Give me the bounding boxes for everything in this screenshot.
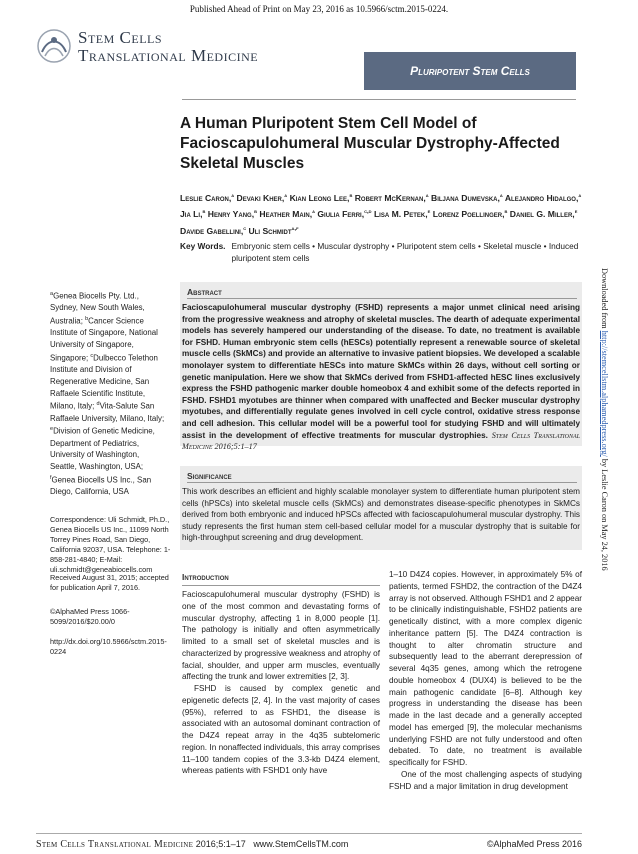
intro-paragraph: 1–10 D4Z4 copies. However, in approximately 5% of patients, termed FSHD2, the contraction of the D4Z4 array is not observed. Although FSHD1 and 2 appear to be clinically indistinguishable, FSHD2 patients are genetically distinct, with a more complex digenic inheritance pattern [5]. The D4Z4 contraction is thought to alter chromatin structure and subsequently lead to the aberrant derepression of several 4q35 genes, among which the retrogene double homeobox 4 (DUX4) is believed to be the main pathogenic candidate [6–8]. Although key progress in understanding the disease has been made in the last decade and a generally accepted model has emerged [9], the molecular mechanisms underlying FSHD are not fully understood and often debated. To date, no treatment is available specifically for FSHD. (389, 570, 582, 767)
affiliation-sup: b (85, 316, 89, 323)
introduction-column-1 (182, 589, 380, 777)
introduction-divider (182, 585, 380, 586)
author-name: Biljana Dumevska, (431, 192, 500, 203)
author-name: Heather Main, (259, 209, 313, 220)
author-affiliation-sup: e (574, 209, 578, 216)
significance-divider (187, 482, 577, 483)
author-affiliation-sup: a (231, 193, 235, 199)
intro-paragraph: Facioscapulohumeral muscular dystrophy (FSHD) is one of the most common and devastating forms of muscular dystrophy, affecting 1 in 8,000 people [1]. The pathology is initially and often asymmetrically limited to a small set of skeletal muscles and is characterized by progressive weakness and atrophy of facial, shoulder, and upper arm muscles, eventually affecting the trunk and lower extremities [2, 3]. (182, 590, 380, 682)
author-name: Lorenz Poellinger, (432, 209, 505, 220)
affiliation-text: Vita-Salute San Raffaele University, Milano, Italy; (50, 401, 165, 423)
download-notice-prefix: Downloaded from (600, 268, 609, 329)
correspondence: Correspondence: Uli Schmidt, Ph.D., Genea Biocells US Inc., 11099 North Torrey Pines Road, San Diego, California 92037, USA. Telephone: 1-858-281-4840; E-Mail: uli.schmidt@geneabiocells.com (50, 515, 171, 574)
significance-body: This work describes an efficient and highly scalable monolayer system to differentiate human pluripotent stem cells (hPSCs) into skeletal muscle cells (SkMCs) and demonstrates disease-specific phenotypes in SkMCs derived from both embryonic and induced hPSCs affected with facioscapulohumeral muscular dystrophy. This study represents the first human stem cell-based cellular model for a muscular dystrophy that is suitable for high-throughput screening and drug development. (182, 487, 580, 543)
section-banner (364, 52, 576, 90)
affiliation-text: Genea Biocells Pty. Ltd., Sydney, New South Wales, Australia; (50, 291, 145, 326)
journal-logo-icon (36, 28, 72, 64)
affiliation-text: Dulbecco Telethon Institute and Division of Regenerative Medicine, San Raffaele Scientific Institute, Milano, Italy; (50, 353, 158, 411)
author-name: Devaki Kher, (236, 192, 285, 203)
author-affiliation-sup: c,d (364, 209, 372, 216)
published-ahead-notice: Published Ahead of Print on May 23, 2016 as 10.5966/sctm.2015-0224. (189, 4, 449, 14)
article-title: A Human Pluripotent Stem Cell Model of Facioscapulohumeral Muscular Dystrophy-Affected Skeletal Muscles (180, 115, 560, 172)
affiliation-sup: a (50, 291, 54, 297)
footer-left (36, 839, 348, 850)
doi-link[interactable]: http://dx.doi.org/10.5966/sctm.2015-0224 (50, 637, 167, 656)
download-notice-link[interactable]: http://stemcellstm.alphamedpress.org/ (600, 330, 609, 457)
abstract-body (182, 302, 580, 453)
author-affiliation-sup: e (427, 209, 431, 216)
author-affiliation-sup: a (312, 209, 315, 216)
affiliation-text: Genea Biocells US Inc., San Diego, California, USA (50, 475, 152, 496)
author-affiliation-sup: a (284, 193, 288, 199)
author-affiliation-sup: a (578, 193, 582, 199)
affiliation-sup: e (50, 426, 54, 433)
journal-name-line1: Stem Cells (78, 28, 163, 47)
abstract-text: Facioscapulohumeral muscular dystrophy (FSHD) represents a major unmet clinical need arising from the progressive weakness and atrophy of skeletal muscles. The dearth of adequate experimental models has severely hampered our understanding of the disease. To date, no treatment is available for FSHD. Human embryonic stem cells (hESCs) potentially represent a renewable source of skeletal muscle cells (SkMCs) and provide an alternative to invasive patient biopsies. We developed a scalable monolayer system to differentiate hESCs into mature SkMCs within 26 days, without cell sorting or genetic manipulation. Here we show that SkMCs derived from FSHD1-affected hESC lines exclusively express the FSHD pathogenic marker double homeobox 4 and exhibit some of the defects reported in FSHD. FSHD1 myotubes are thinner when compared with unaffected and Becker muscular dystrophy myotubes, and differentially regulate genes involved in cell cycle control, oxidative stress response and cell adhesion. This cellular model will be a powerful tool for studying FSHD and will ultimately assist in the development of effective treatments for muscular dystrophies. (182, 303, 580, 440)
author-affiliation-sup: a (499, 193, 503, 199)
journal-logo (36, 24, 366, 74)
keywords-label: Key Words. (180, 241, 226, 251)
author-affiliation-sup: b (349, 193, 353, 199)
author-affiliation-sup: b (254, 209, 257, 216)
affiliation-text: Cancer Science Institute of Singapore, National University of Singapore, Singapore; (50, 316, 158, 363)
introduction-heading: Introduction (182, 572, 229, 582)
author-affiliation-sup: a (425, 193, 429, 199)
footer-citation: 2016;5:1–17 (195, 839, 246, 849)
abstract-citation: Stem Cells Translational Medicine 2016;5:1–17 (182, 430, 580, 452)
affiliation-sup: c (90, 352, 94, 359)
author-list (180, 189, 590, 238)
author-name: Robert McKernan, (354, 192, 426, 203)
keywords-text: Embryonic stem cells • Muscular dystrophy • Pluripotent stem cells • Skeletal muscle • Induced pluripotent stem cells (231, 241, 579, 263)
author-name: Henry Yang, (207, 209, 255, 220)
author-name: Lisa M. Petek, (373, 209, 428, 220)
author-affiliation-sup: c (243, 225, 247, 232)
download-notice (598, 268, 610, 571)
header-divider (182, 99, 576, 100)
author-name: Daniel G. Miller, (509, 209, 575, 220)
journal-name-line2: Translational Medicine (78, 46, 259, 65)
author-affiliation-sup: a,f (291, 225, 299, 232)
significance-heading: Significance (187, 471, 232, 481)
author-name: Alejandro Hidalgo, (504, 192, 579, 203)
author-name: Uli Schmidt (248, 225, 292, 236)
affiliation-text: Division of Genetic Medicine, Department of Pediatrics, University of Washington, Seattle, Washington, USA; (50, 426, 155, 471)
copyright-press: ©AlphaMed Press 1066-5099/2016/$20.00/0 (50, 607, 130, 626)
author-affiliation-sup: b (202, 209, 206, 216)
abstract-heading: Abstract (187, 287, 222, 297)
author-affiliation-sup: b (504, 209, 508, 216)
abstract-divider (187, 298, 577, 299)
footer-journal-name: Stem Cells Translational Medicine (36, 839, 194, 850)
footer-copyright: ©AlphaMed Press 2016 (486, 839, 582, 849)
author-name: Giulia Ferri, (317, 209, 365, 220)
section-label: Pluripotent Stem Cells (410, 64, 530, 78)
footer-website[interactable]: www.StemCellsTM.com (253, 839, 349, 849)
affiliation-sup: d (96, 401, 100, 408)
download-notice-suffix: by Leslie Caron on May 24, 2016 (600, 458, 609, 571)
intro-paragraph: FSHD is caused by complex genetic and epigenetic defects [2, 4]. In the vast majority of cases (95%), referred to as FSHD1, the disease is associated with an autosomal dominant contraction of the D4Z4 repeat array in the 4q35 subtelomeric region. In nonaffected individuals, this array comprises 11–100 tandem copies of the 3.3-kb D4Z4 element, whereas patients with FSHD1 only have (182, 684, 380, 776)
affiliation-sup: f (50, 474, 52, 481)
author-name: Leslie Caron, (180, 192, 232, 203)
received-dates: Received August 31, 2015; accepted for publication April 7, 2016. (50, 573, 169, 592)
author-name: Jia Li, (180, 209, 203, 220)
intro-paragraph: One of the most challenging aspects of studying FSHD and a major limitation in drug development (389, 769, 582, 791)
affiliations (50, 289, 168, 498)
footer-divider (36, 833, 582, 834)
introduction-column-2 (389, 569, 582, 792)
keywords (180, 240, 590, 264)
author-name: Kian Leong Lee, (289, 192, 350, 203)
author-name: Davide Gabellini, (180, 225, 244, 236)
